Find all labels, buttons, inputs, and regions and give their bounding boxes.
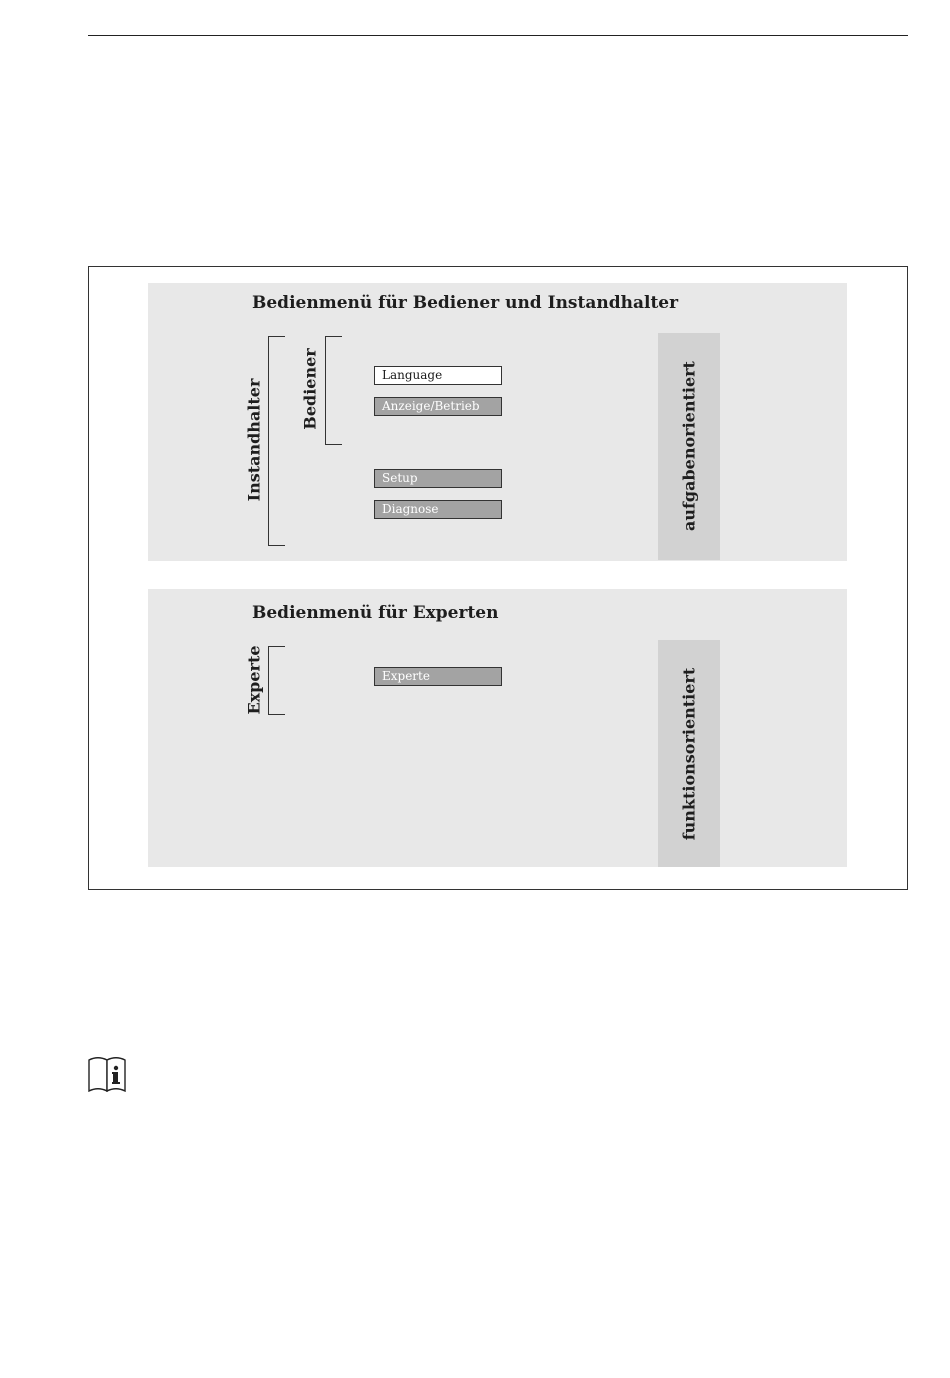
maintenance-bracket (268, 336, 285, 546)
expert-role-label: Experte (244, 645, 264, 715)
menu-item-display-operation[interactable]: Anzeige/Betrieb (374, 397, 502, 416)
maintenance-role-label: Instandhalter (244, 378, 264, 502)
menu-item-setup[interactable]: Setup (374, 469, 502, 488)
menu-item-expert[interactable]: Experte (374, 667, 502, 686)
expert-bracket (268, 646, 285, 715)
function-oriented-label: funktionsorientiert (679, 667, 699, 841)
expert-menu-title: Bedienmenü für Experten (252, 603, 499, 623)
book-info-icon (88, 1056, 126, 1092)
operator-role-label: Bediener (300, 348, 320, 430)
expert-menu-panel (148, 589, 847, 867)
menu-item-language[interactable]: Language (374, 366, 502, 385)
operator-menu-title: Bedienmenü für Bediener und Instandhalter (252, 293, 679, 313)
task-oriented-label: aufgabenorientiert (679, 361, 699, 531)
header-rule (88, 35, 908, 36)
operator-bracket (325, 336, 342, 445)
menu-item-diagnosis[interactable]: Diagnose (374, 500, 502, 519)
